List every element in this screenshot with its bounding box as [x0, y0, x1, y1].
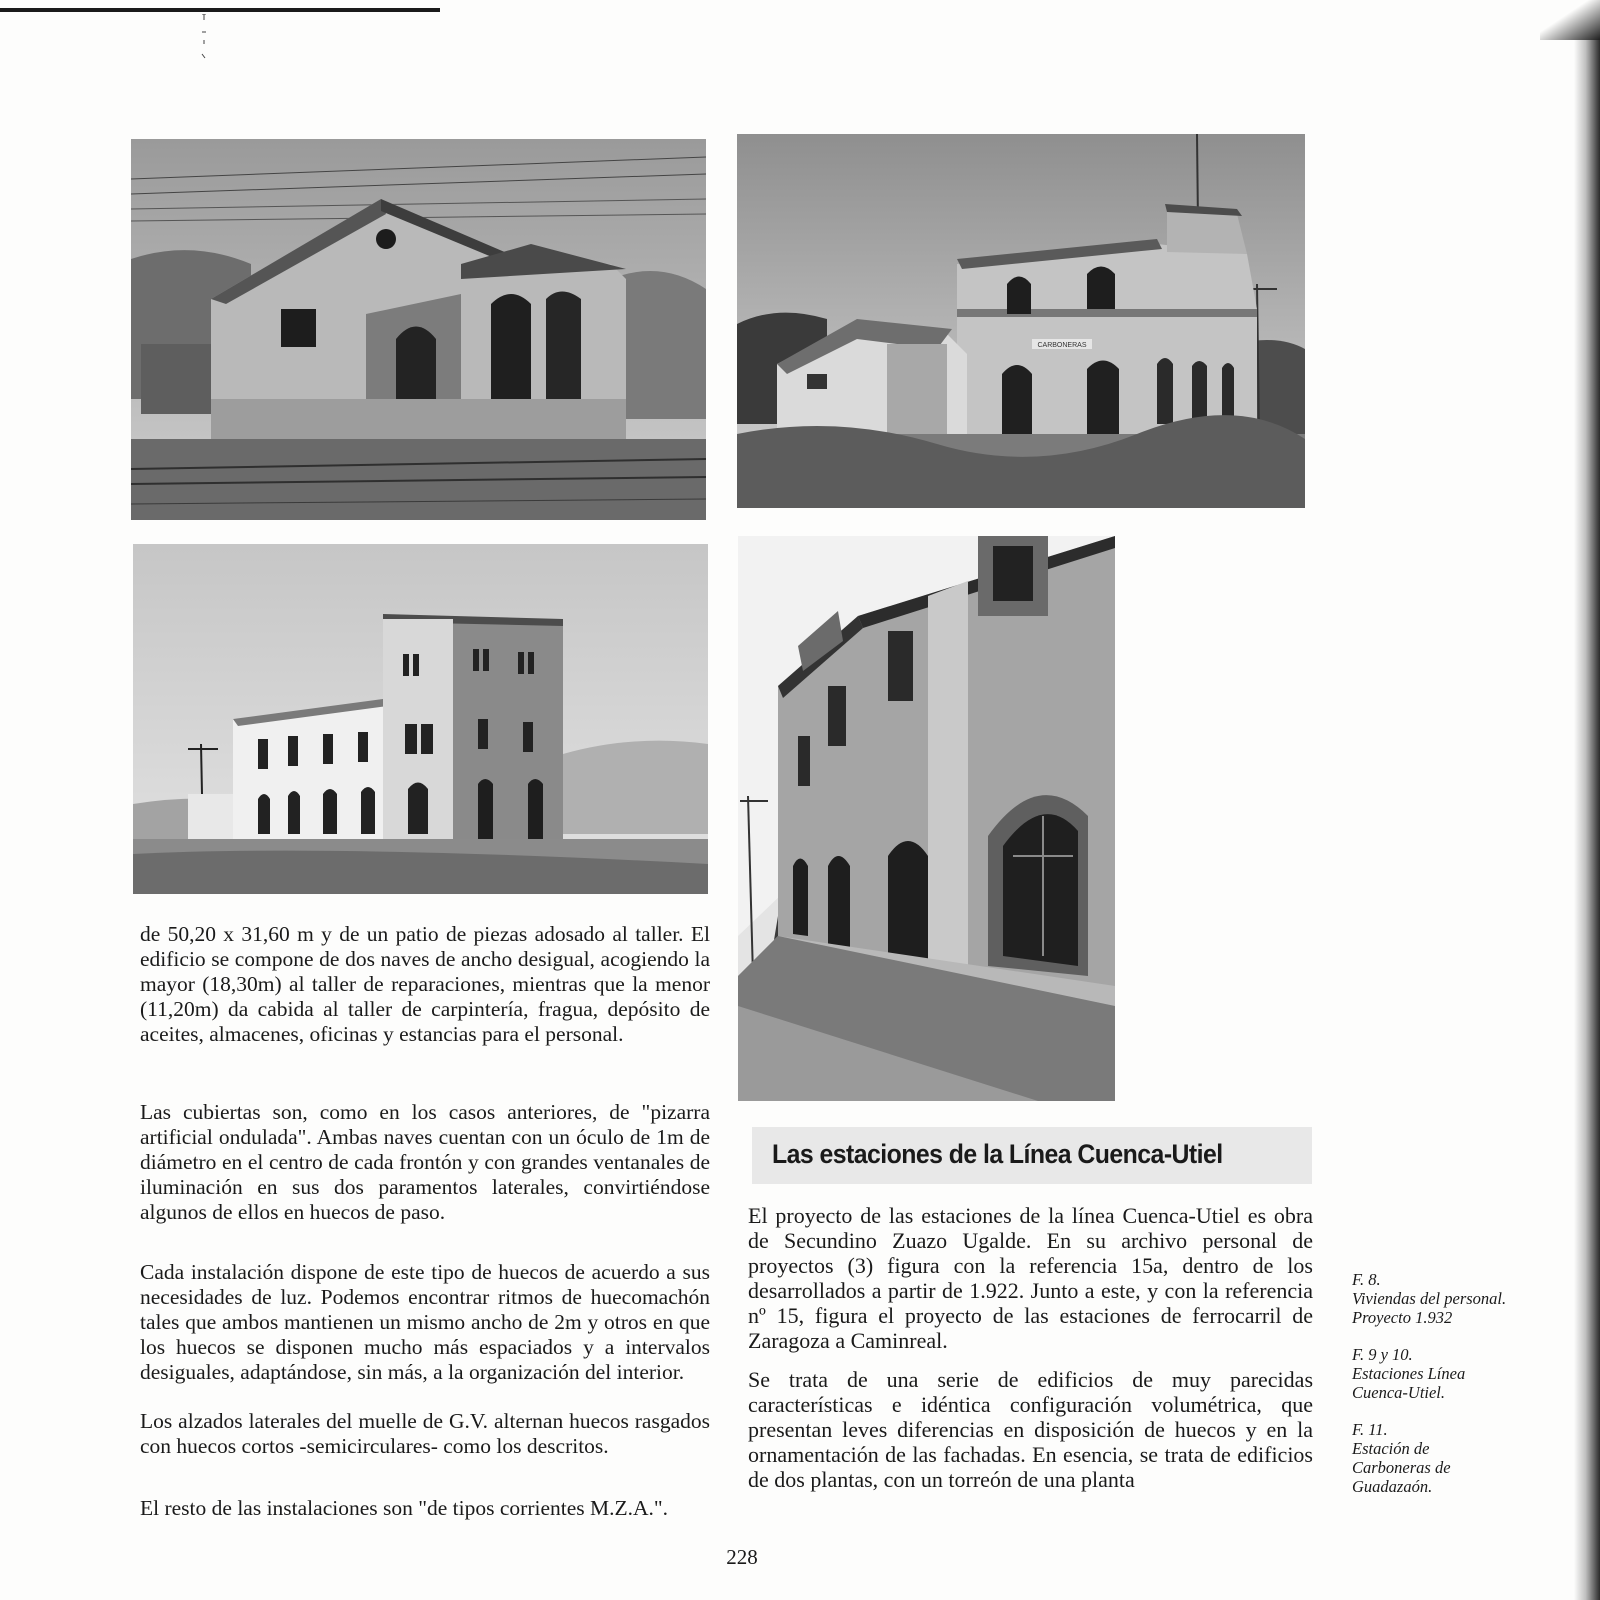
paragraph-other-installations: El resto de las instalaciones son "de tipos corrientes M.Z.A.". — [140, 1496, 669, 1520]
caption-line: Carboneras de — [1352, 1458, 1451, 1477]
caption-label: F. 9 y 10. — [1352, 1345, 1413, 1364]
caption-line: Estación de — [1352, 1439, 1430, 1458]
book-corner-shadow — [1540, 0, 1600, 40]
paragraph-side-elevations: Los alzados laterales del muelle de G.V. alternan huecos rasgados con huecos cortos -semicirculares- como los descritos. — [140, 1409, 710, 1458]
photo-staff-housing-ruin — [131, 139, 706, 520]
photo-station-side-view — [133, 544, 708, 894]
section-heading-text: Las estaciones de la Línea Cuenca-Utiel — [772, 1139, 1223, 1169]
figure-captions — [1352, 1270, 1562, 1514]
paragraph-openings: Cada instalación dispone de este tipo de huecos de acuerdo a sus necesidades de luz. Podemos encontrar ritmos de huecomachón tales que ambos mantienen un mismo ancho de 2m y otros en que los huecos se disponen mucho más espaciados y a intervalos desiguales, adaptándose, sin más, a la organización del interior. — [140, 1260, 710, 1384]
caption-line: Proyecto 1.932 — [1352, 1308, 1453, 1327]
paragraph-roofs: Las cubiertas son, como en los casos anteriores, de "pizarra artificial ondulada". Ambas naves cuentan con un óculo de 1m de diámetro en el centro de cada frontón y con grandes ventanales de iluminación en sus dos paramentos laterales, convirtiéndose algunos de ellos en huecos de paso. — [140, 1100, 710, 1224]
book-spine-shadow — [1574, 0, 1600, 1600]
photo-station-carboneras — [738, 536, 1115, 1101]
top-rule — [0, 8, 440, 12]
caption-line: Estaciones Línea — [1352, 1364, 1466, 1383]
paragraph-workshop-description: de 50,20 x 31,60 m y de un patio de piezas adosado al taller. El edificio se compone de dos naves de ancho desigual, acogiendo la mayor (18,30m) al taller de reparaciones, mientras que la menor (11,20m) da cabida al taller de carpintería, fragua, depósito de aceites, almacenes, oficinas y estancias para el personal. — [140, 922, 710, 1046]
caption-line: Cuenca-Utiel. — [1352, 1383, 1446, 1402]
photo-station-sign: CARBONERAS — [1037, 342, 1087, 349]
caption-line: Guadazaón. — [1352, 1477, 1433, 1496]
caption-f8 — [1352, 1270, 1562, 1327]
margin-mark — [200, 14, 204, 67]
caption-label: F. 11. — [1352, 1420, 1388, 1439]
paragraph-building-series: Se trata de una serie de edificios de muy parecidas características e idéntica configuración volumétrica, que presentan leves diferencias en disposición de huecos y en la ornamentación de las fachadas. En esencia, se trata de edificios de dos plantas, con un torreón de una planta — [748, 1367, 1313, 1492]
page-number: 228 — [726, 1545, 758, 1569]
paragraph-project-author: El proyecto de las estaciones de la línea Cuenca-Utiel es obra de Secundino Zuazo Ugalde. En su archivo personal de proyectos (3) figura con la referencia 15a, dentro de los desarrollados a partir de 1.922. Junto a este, y con la referencia nº 15, figura el proyecto de las estaciones de ferrocarril de Zaragoza a Caminreal. — [748, 1203, 1313, 1353]
caption-f9-10 — [1352, 1345, 1562, 1402]
photo-station-tower-annex — [737, 134, 1305, 508]
caption-f11 — [1352, 1420, 1562, 1496]
caption-label: F. 8. — [1352, 1270, 1381, 1289]
caption-line: Viviendas del personal. — [1352, 1289, 1507, 1308]
section-heading — [752, 1127, 1312, 1184]
